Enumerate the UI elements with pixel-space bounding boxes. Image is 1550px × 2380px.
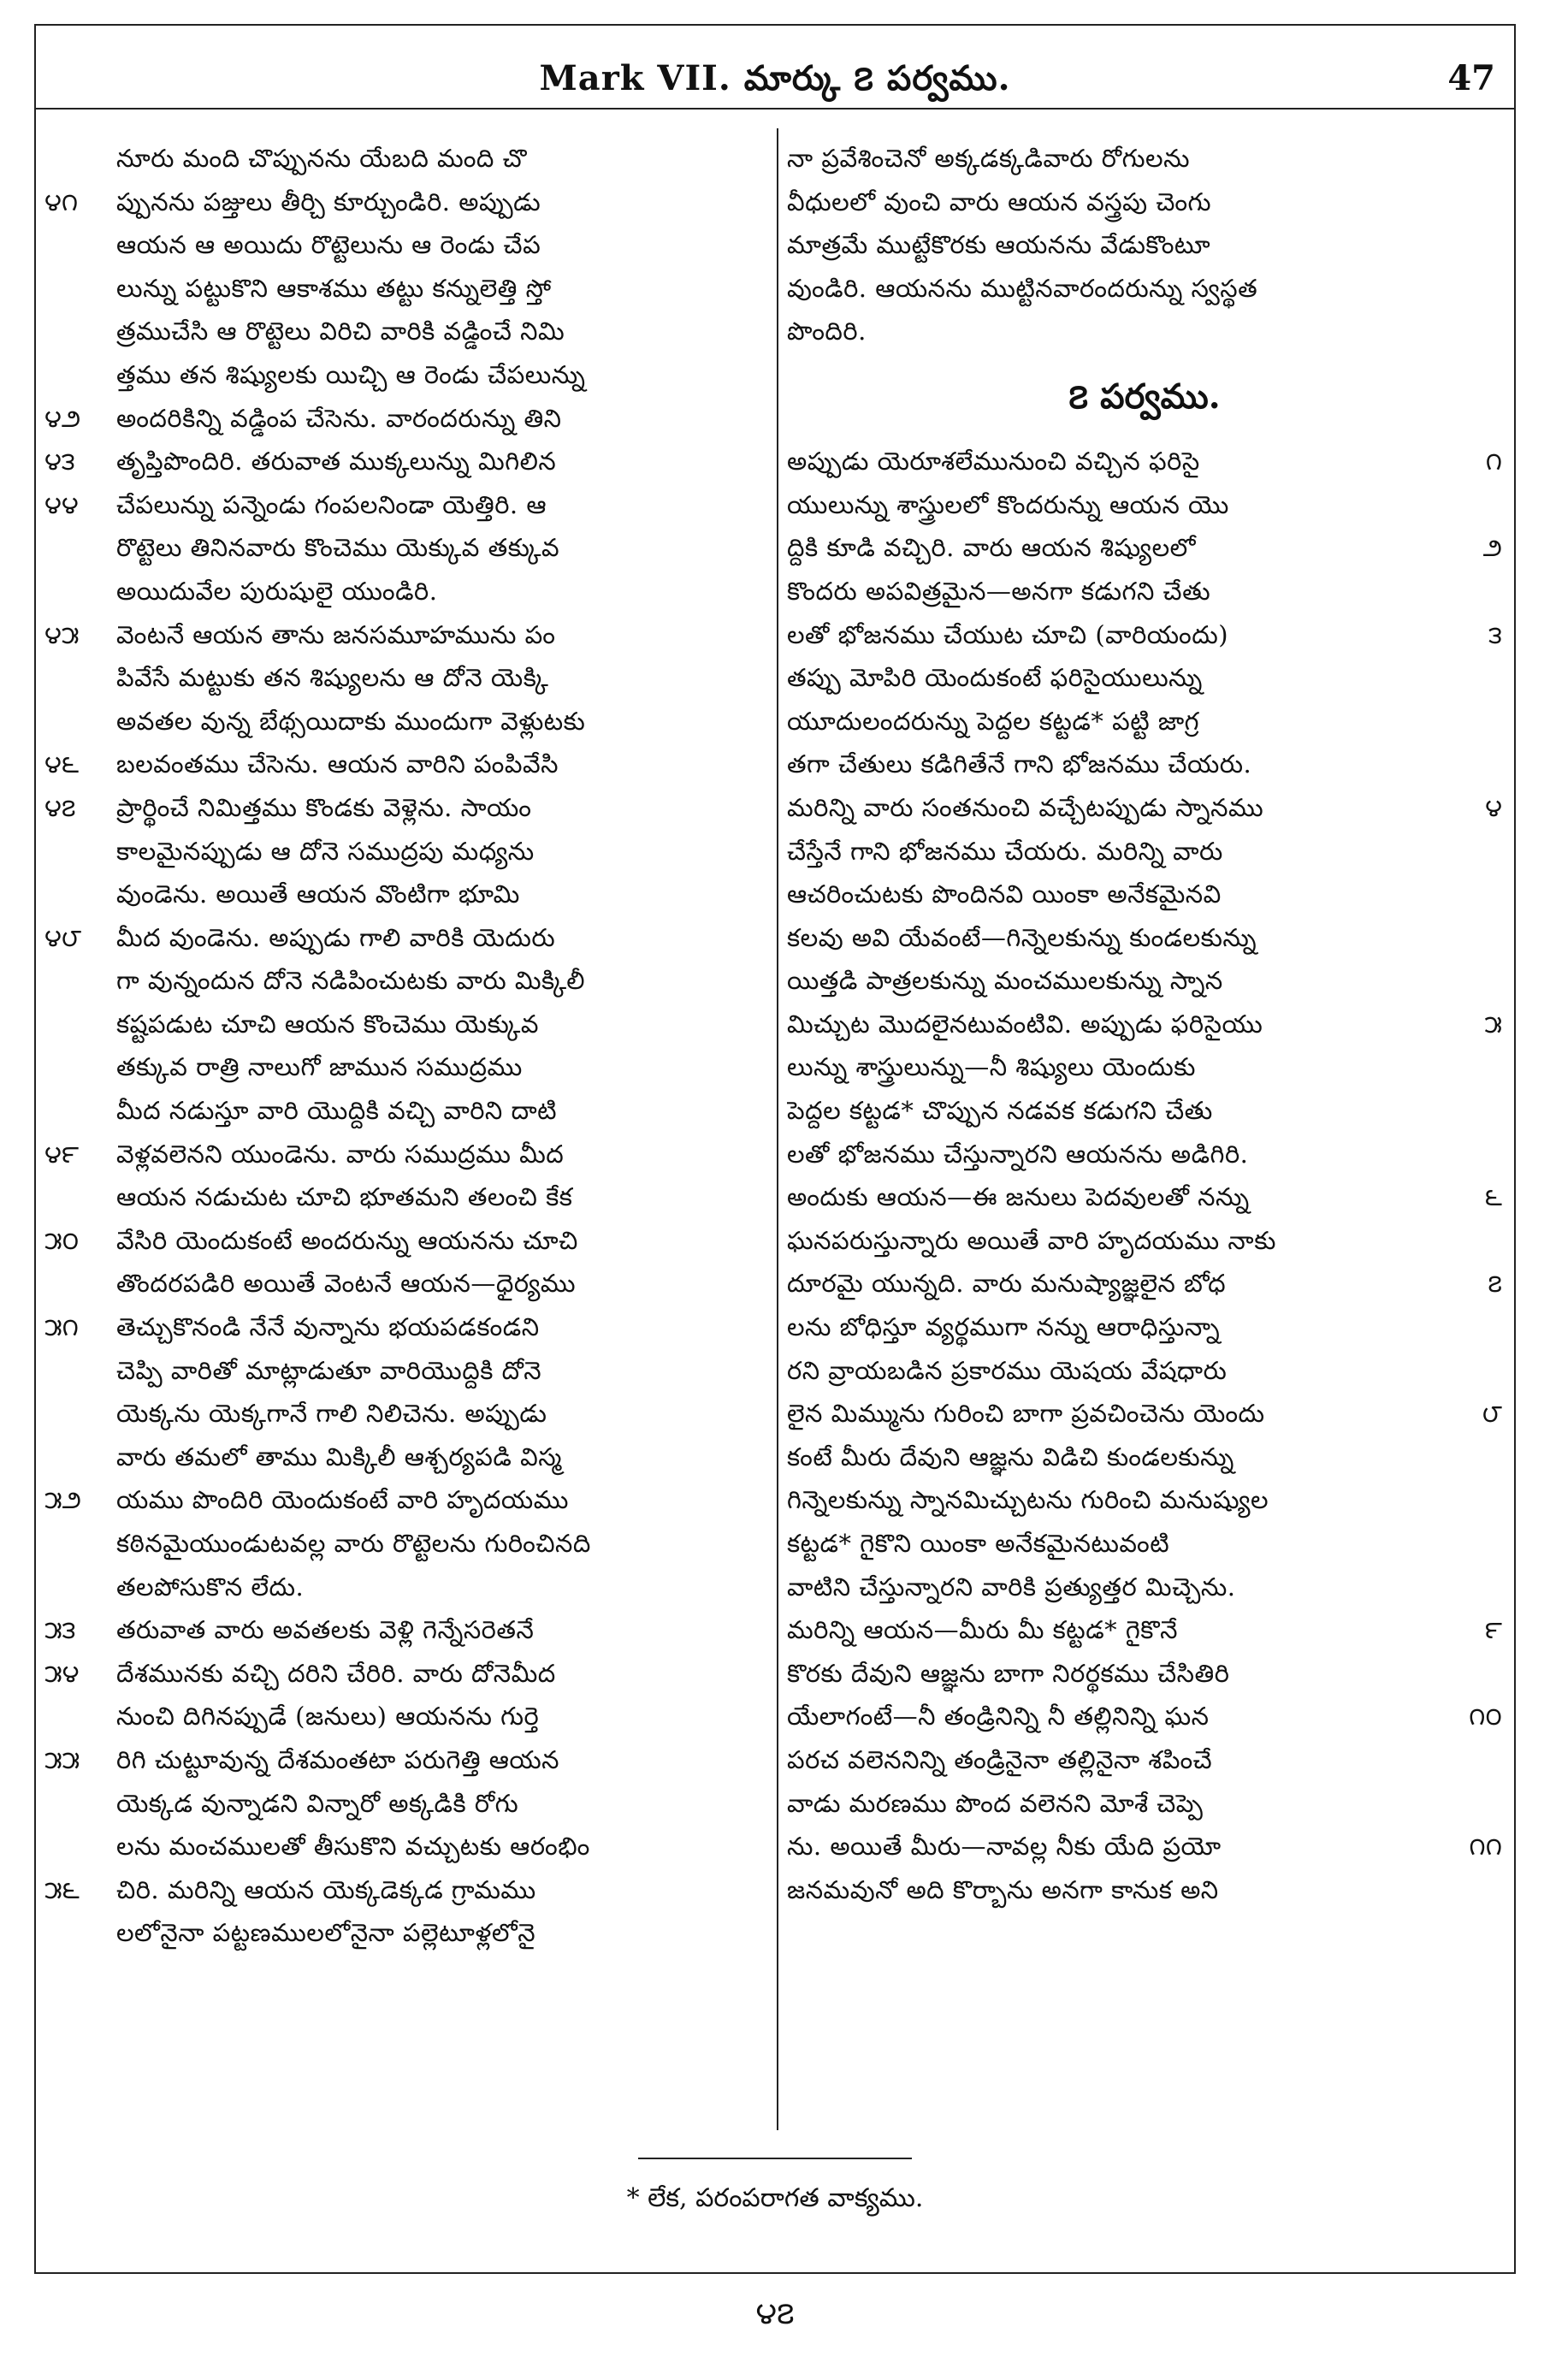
- verse-number: ౪౨: [44, 403, 81, 433]
- text-line: [787, 440, 1502, 483]
- running-title: Mark VII. మార్కు ౭ పర్వము.: [539, 58, 1011, 98]
- line-text: కష్టపడుట చూచి ఆయన కొంచెము యెక్కువ: [116, 1009, 539, 1039]
- right-column-bottom: [787, 440, 1502, 1911]
- text-line: [787, 830, 1502, 873]
- text-line: [787, 1305, 1502, 1349]
- line-text: యెక్కడ వున్నాడని విన్నారో అక్కడికి రోగు: [116, 1788, 519, 1818]
- line-text: పొందిరి.: [787, 317, 867, 346]
- right-column-top: [787, 137, 1502, 353]
- text-line: [787, 786, 1502, 830]
- text-line: [44, 873, 770, 916]
- line-text: కొరకు దేవుని ఆజ్ఞను బాగా నిరర్థకము చేసితిరి: [787, 1658, 1230, 1688]
- line-text: అప్పుడు యెరూశలేమునుంచి వచ్చిన ఫరిసై: [787, 447, 1200, 477]
- text-line: [44, 1219, 770, 1263]
- text-line: [787, 1652, 1502, 1696]
- line-text: పరచ వలెననిన్ని తండ్రినైనా తల్లినైనా శపించే: [787, 1744, 1213, 1774]
- line-text: కఠినమైయుండుటవల్ల వారు రొట్టెలను గురించినది: [116, 1529, 591, 1558]
- text-line: [44, 743, 770, 786]
- text-line: [787, 483, 1502, 527]
- line-text: మీద నడుస్తూ వారి యొద్దికి వచ్చి వారిని దాటి: [116, 1096, 558, 1126]
- line-text: దేశమునకు వచ్చి దరిని చేరిరి. వారు దోనెమీద: [116, 1658, 556, 1688]
- text-line: [44, 310, 770, 353]
- line-text: మాత్రమే ముట్టేకొరకు ఆయనను వేడుకొంటూ: [787, 230, 1211, 260]
- text-line: [787, 1175, 1502, 1219]
- text-line: [44, 1695, 770, 1738]
- line-text: లతో భోజనము చేస్తున్నారని ఆయనను అడిగిరి.: [787, 1139, 1249, 1169]
- line-text: తగా చేతులు కడిగితేనే గాని భోజనము చేయరు.: [787, 749, 1252, 779]
- verse-number: ౩: [1488, 619, 1502, 649]
- text-line: [787, 1738, 1502, 1782]
- line-text: లను మంచములతో తీసుకొని వచ్చుటకు ఆరంభిం: [116, 1832, 590, 1862]
- text-line: [44, 1262, 770, 1305]
- verse-number: ౯: [1484, 1615, 1502, 1645]
- text-line: [787, 1522, 1502, 1566]
- text-line: [44, 613, 770, 657]
- text-line: [787, 1695, 1502, 1738]
- line-text: మరిన్ని ఆయన—మీరు మీ కట్టడ* గైకొనే: [787, 1615, 1179, 1645]
- text-line: [787, 1349, 1502, 1393]
- text-line: [44, 1868, 770, 1912]
- verse-number: ౫౨: [44, 1485, 82, 1515]
- text-line: [787, 223, 1502, 267]
- text-line: [787, 1392, 1502, 1436]
- text-line: [787, 267, 1502, 311]
- line-text: చేపలున్ను పన్నెండు గంపలనిండా యెత్తిరి. ఆ: [116, 489, 547, 519]
- text-line: [787, 137, 1502, 181]
- line-text: తెచ్చుకొనండి నేనే వున్నాను భయపడకండని: [116, 1312, 540, 1342]
- line-text: అందరికిన్ని వడ్డింప చేసెను. వారందరున్ను తిని: [116, 403, 562, 433]
- line-text: త్తము తన శిష్యులకు యిచ్చి ఆ రెండు చేపలున్ను: [116, 359, 586, 389]
- line-text: అవతల వున్న బేథ్సయిదాకు ముందుగా వెళ్లుటకు: [116, 706, 586, 736]
- text-line: [44, 181, 770, 224]
- line-text: చేస్తేనే గాని భోజనము చేయరు. మరిన్ని వారు: [787, 836, 1223, 866]
- text-line: [787, 613, 1502, 657]
- line-text: ద్దికి కూడి వచ్చిరి. వారు ఆయన శిష్యులలో: [787, 533, 1196, 563]
- page-header: [34, 24, 1516, 110]
- text-line: [44, 526, 770, 570]
- text-line: [44, 1782, 770, 1826]
- text-line: [44, 1478, 770, 1522]
- verse-number: ౨: [1482, 533, 1502, 563]
- line-text: కాలమైనప్పుడు ఆ దోనె సముద్రపు మధ్యను: [116, 836, 535, 866]
- line-text: లైన మిమ్మును గురించి బాగా ప్రవచించెను యెందు: [787, 1399, 1265, 1429]
- verse-number: ౧౧: [1469, 1832, 1502, 1862]
- text-line: [787, 700, 1502, 743]
- line-text: వుండెను. అయితే ఆయన వొంటిగా భూమి: [116, 879, 520, 909]
- line-text: లను బోధిస్తూ వ్యర్థముగా నన్ను ఆరాధిస్తున్నా: [787, 1312, 1221, 1342]
- text-line: [44, 1349, 770, 1393]
- signature-mark: ౪౭: [755, 2296, 795, 2331]
- text-line: [44, 1003, 770, 1046]
- verse-number: ౬: [1484, 1182, 1502, 1212]
- line-text: తలపోసుకొన లేదు.: [116, 1572, 305, 1601]
- line-text: బలవంతము చేసెను. ఆయన వారిని పంపివేసి: [116, 749, 559, 779]
- text-line: [44, 1738, 770, 1782]
- text-line: [787, 1045, 1502, 1089]
- text-line: [44, 656, 770, 700]
- text-line: [787, 310, 1502, 353]
- text-line: [44, 397, 770, 441]
- text-line: [44, 1911, 770, 1955]
- line-text: కలవు అవి యేవంటే—గిన్నెలకున్ను కుండలకున్ను: [787, 922, 1257, 952]
- line-text: యులున్ను శాస్త్రులలో కొందరున్ను ఆయన యొ: [787, 489, 1229, 519]
- text-line: [44, 1392, 770, 1436]
- text-line: [787, 1825, 1502, 1868]
- line-text: నా ప్రవేశించెనో అక్కడక్కడివారు రోగులను: [787, 144, 1190, 173]
- line-text: గిన్నెలకున్ను స్నానమిచ్చుటను గురించి మనుష్యుల: [787, 1485, 1269, 1515]
- text-line: [787, 1219, 1502, 1263]
- text-line: [44, 1133, 770, 1176]
- text-line: [787, 1608, 1502, 1652]
- line-text: యిత్తడి పాత్రలకున్ను మంచములకున్ను స్నాన: [787, 966, 1223, 996]
- line-text: దూరమై యున్నది. వారు మనుష్యాజ్ఞలైన బోధ: [787, 1269, 1227, 1299]
- line-text: లున్ను పట్టుకొని ఆకాశము తట్టు కన్నులెత్తి స్తో: [116, 273, 552, 303]
- line-text: తక్కువ రాత్రి నాలుగో జామున సముద్రము: [116, 1052, 523, 1082]
- line-text: ఆచరించుటకు పొందినవి యింకా అనేకమైనవి: [787, 879, 1222, 909]
- text-line: [787, 916, 1502, 960]
- line-text: వేసిరి యెందుకంటే అందరున్ను ఆయనను చూచి: [116, 1225, 578, 1255]
- line-text: ఆయన ఆ అయిదు రొట్టెలును ఆ రెండు చేప: [116, 230, 541, 260]
- text-line: [44, 570, 770, 613]
- text-line: [44, 1522, 770, 1566]
- line-text: మిచ్చుట మొదలైనటువంటివి. అప్పుడు ఫరిసైయు: [787, 1009, 1263, 1039]
- line-text: మరిన్ని వారు సంతనుంచి వచ్చేటప్పుడు స్నానము: [787, 792, 1264, 822]
- text-line: [44, 1305, 770, 1349]
- verse-number: ౫౧: [44, 1312, 79, 1342]
- text-line: [44, 353, 770, 397]
- text-line: [787, 1089, 1502, 1133]
- verse-number: ౫౬: [44, 1874, 80, 1904]
- line-text: వాడు మరణము పొంద వలెనని మోశే చెప్పె: [787, 1788, 1204, 1818]
- line-text: చెప్పి వారితో మాట్లాడుతూ వారియొద్దికి దోనె: [116, 1355, 542, 1385]
- line-text: ఆయన నడుచుట చూచి భూతమని తలంచి కేక: [116, 1182, 573, 1212]
- line-text: ఘనపరుస్తున్నారు అయితే వారి హృదయము నాకు: [787, 1225, 1276, 1255]
- text-line: [44, 1089, 770, 1133]
- text-line: [44, 267, 770, 311]
- verse-number: ౪౧: [44, 186, 79, 216]
- line-text: లున్ను శాస్త్రులున్ను—నీ శిష్యులు యెందుకు: [787, 1052, 1196, 1082]
- text-line: [44, 223, 770, 267]
- line-text: యేలాగంటే—నీ తండ్రినిన్ని నీ తల్లినిన్ని ఘన: [787, 1702, 1210, 1732]
- line-text: రొట్టెలు తినినవారు కొంచెము యెక్కువ తక్కువ: [116, 533, 560, 563]
- text-line: [44, 700, 770, 743]
- line-text: త్రముచేసి ఆ రొట్టెలు విరిచి వారికి వడ్డించే నిమి: [116, 317, 565, 346]
- text-line: [787, 1003, 1502, 1046]
- verse-number: ౪౭: [44, 792, 76, 822]
- verse-number: ౪౬: [44, 749, 80, 779]
- right-column: [787, 137, 1502, 2139]
- text-line: [44, 1825, 770, 1868]
- verse-number: ౪౩: [44, 447, 75, 477]
- text-line: [787, 1566, 1502, 1609]
- line-text: యము పొందిరి యెందుకంటే వారి హృదయము: [116, 1485, 569, 1515]
- text-line: [44, 1652, 770, 1696]
- page-number: 47: [1447, 58, 1495, 98]
- verse-number: ౪౫: [44, 619, 80, 649]
- line-text: రిగి చుట్టూవున్న దేశమంతటా పరుగెత్తి ఆయన: [116, 1744, 560, 1774]
- text-line: [787, 526, 1502, 570]
- line-text: గా వున్నందున దోనె నడిపించుటకు వారు మిక్కిలీ: [116, 966, 585, 996]
- line-text: వీధులలో వుంచి వారు ఆయన వస్త్రపు చెంగు: [787, 186, 1211, 216]
- verse-number: ౪౮: [44, 922, 82, 952]
- line-text: పివేసే మట్టుకు తన శిష్యులను ఆ దోనె యెక్కి: [116, 663, 549, 693]
- line-text: నుంచి దిగినప్పుడే (జనులు) ఆయనను గుర్తె: [116, 1702, 540, 1732]
- line-text: అందుకు ఆయన—ఈ జనులు పెదవులతో నన్ను: [787, 1182, 1250, 1212]
- verse-number: ౧: [1485, 447, 1502, 477]
- text-line: [787, 1868, 1502, 1912]
- line-text: లతో భోజనము చేయుట చూచి (వారియందు): [787, 619, 1229, 649]
- line-text: ప్పునను పజ్తులు తీర్చి కూర్చుండిరి. అప్పుడు: [116, 186, 541, 216]
- line-text: యెక్కను యెక్కగానే గాలి నిలిచెను. అప్పుడు: [116, 1399, 547, 1429]
- line-text: ను. అయితే మీరు—నావల్ల నీకు యేది ప్రయో: [787, 1832, 1222, 1862]
- line-text: వుండిరి. ఆయనను ముట్టినవారందరున్ను స్వస్థత: [787, 273, 1258, 303]
- text-line: [44, 1566, 770, 1609]
- verse-number: ౫౦: [44, 1225, 80, 1255]
- verse-number: ౭: [1488, 1269, 1502, 1299]
- footnote: * లేక, పరంపరాగత వాక్యము.: [626, 2183, 924, 2213]
- verse-number: ౮: [1482, 1399, 1502, 1429]
- verse-number: ౫: [1484, 1009, 1502, 1039]
- text-line: [44, 1436, 770, 1479]
- text-line: [787, 959, 1502, 1003]
- line-text: లలోనైనా పట్టణములలోనైనా పల్లెటూళ్లలోనై: [116, 1918, 536, 1948]
- line-text: వెంటనే ఆయన తాను జనసమూహమును పం: [116, 619, 556, 649]
- text-line: [44, 440, 770, 483]
- line-text: తృప్తిపొందిరి. తరువాత ముక్కలున్ను మిగిలిన: [116, 447, 557, 477]
- line-text: తప్పు మోపిరి యెందుకంటే ఫరిసైయులున్ను: [787, 663, 1203, 693]
- line-text: నూరు మంది చొప్పునను యేబది మంది చొ: [116, 144, 527, 173]
- line-text: మీద వుండెను. అప్పుడు గాలి వారికి యెదురు: [116, 922, 556, 952]
- line-text: ప్రార్థించే నిమిత్తము కొండకు వెళ్లెను. సాయం: [116, 792, 532, 822]
- text-line: [787, 570, 1502, 613]
- text-line: [787, 1436, 1502, 1479]
- text-line: [44, 137, 770, 181]
- chapter-heading: ౭ పర్వము.: [1068, 376, 1221, 417]
- line-text: జనమవునో అది కొర్బాను అనగా కానుక అని: [787, 1874, 1219, 1904]
- text-line: [787, 1262, 1502, 1305]
- text-line: [787, 656, 1502, 700]
- line-text: వారు తమలో తాము మిక్కిలీ ఆశ్చర్యపడి విస్మ: [116, 1442, 562, 1471]
- footnote-rule: [638, 2158, 912, 2159]
- line-text: రని వ్రాయబడిన ప్రకారము యెషయ వేషధారు: [787, 1355, 1228, 1385]
- text-line: [44, 483, 770, 527]
- line-text: వాటిని చేస్తున్నారని వారికి ప్రత్యుత్తర మిచ్చెను.: [787, 1572, 1236, 1601]
- line-text: తొందరపడిరి అయితే వెంటనే ఆయన—ధైర్యము: [116, 1269, 577, 1299]
- text-line: [44, 1045, 770, 1089]
- verse-number: ౫౪: [44, 1658, 80, 1688]
- left-column: [44, 137, 770, 2139]
- text-line: [787, 181, 1502, 224]
- line-text: కంటే మీరు దేవుని ఆజ్ఞను విడిచి కుండలకున్ను: [787, 1442, 1234, 1471]
- verse-number: ౪౯: [44, 1139, 80, 1169]
- text-line: [44, 916, 770, 960]
- line-text: తరువాత వారు అవతలకు వెళ్లి గెన్నేసరెతనే: [116, 1615, 535, 1645]
- line-text: కట్టడ* గైకొని యింకా అనేకమైనటువంటి: [787, 1529, 1170, 1558]
- line-text: పెద్దల కట్టడ* చొప్పున నడవక కడుగని చేతు: [787, 1096, 1213, 1126]
- line-text: కొందరు అపవిత్రమైన—అనగా కడుగని చేతు: [787, 576, 1211, 606]
- column-divider: [777, 128, 778, 2130]
- text-line: [44, 830, 770, 873]
- verse-number: ౪౪: [44, 489, 79, 519]
- verse-number: ౫౫: [44, 1744, 80, 1774]
- text-line: [44, 959, 770, 1003]
- text-line: [787, 1133, 1502, 1176]
- verse-number: ౪: [1485, 792, 1502, 822]
- line-text: చిరి. మరిన్ని ఆయన యెక్కడెక్కడ గ్రామము: [116, 1874, 536, 1904]
- text-line: [787, 1782, 1502, 1826]
- text-line: [44, 786, 770, 830]
- line-text: అయిదువేల పురుషులై యుండిరి.: [116, 576, 438, 606]
- text-line: [787, 1478, 1502, 1522]
- line-text: యూదులందరున్ను పెద్దల కట్టడ* పట్టి జాగ్ర: [787, 706, 1200, 736]
- verse-number: ౫౩: [44, 1615, 76, 1645]
- text-line: [787, 743, 1502, 786]
- text-line: [787, 873, 1502, 916]
- line-text: వెళ్లవలెనని యుండెను. వారు సముద్రము మీద: [116, 1139, 565, 1169]
- text-line: [44, 1608, 770, 1652]
- text-line: [44, 1175, 770, 1219]
- verse-number: ౧౦: [1469, 1702, 1502, 1732]
